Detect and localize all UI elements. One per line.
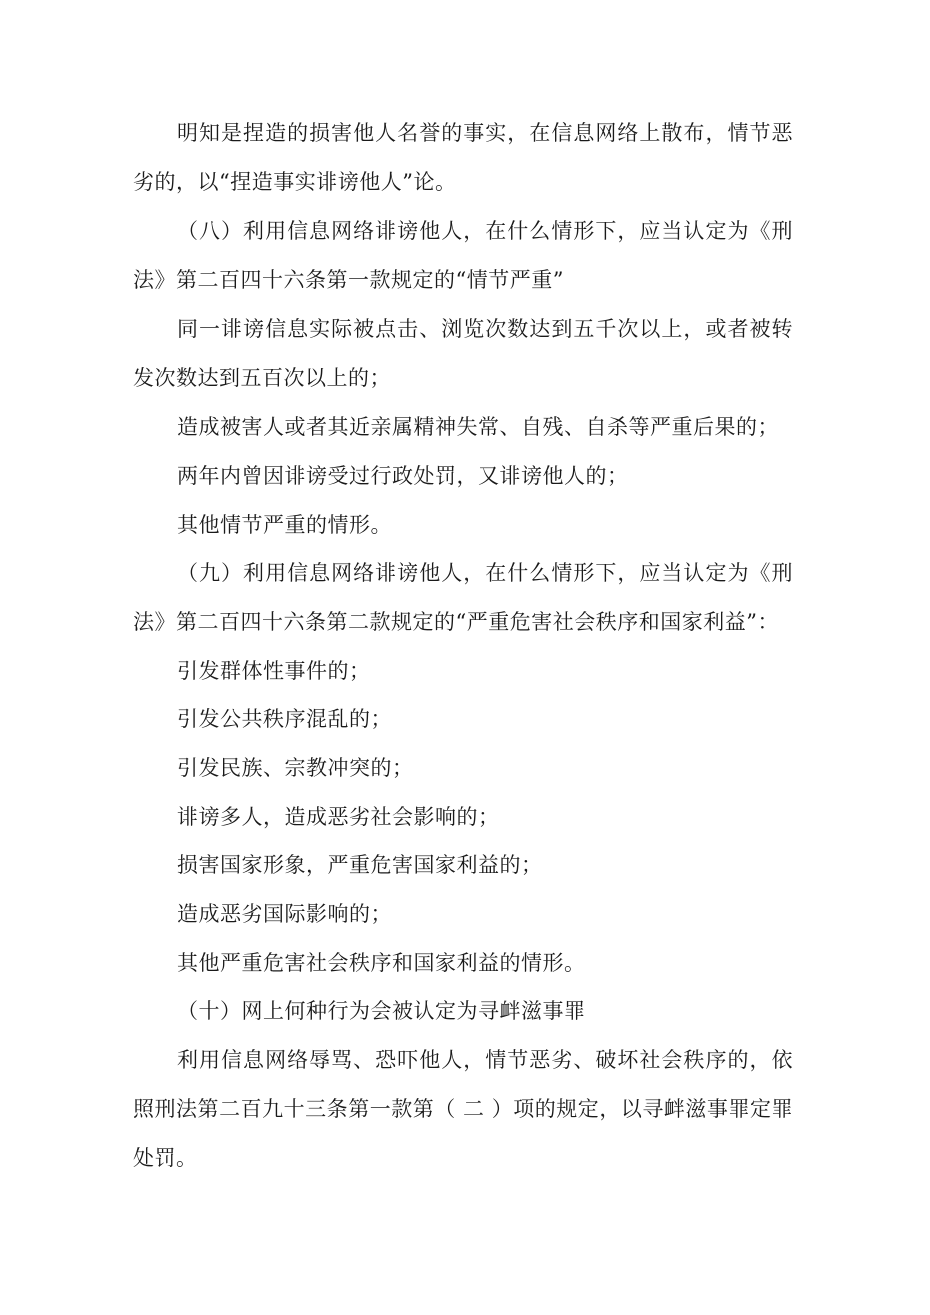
list-item: 引发群体性事件的； bbox=[177, 659, 371, 683]
list-item: 造成恶劣国际影响的； bbox=[177, 902, 392, 926]
heading-section-9: （九）利用信息网络诽谤他人，在什么情形下，应当认定为《刑法》第二百四十六条第二款规定的“严重危害社会秩序和国家利益”： bbox=[133, 561, 793, 634]
list-item: 两年内曾因诽谤受过行政处罚，又诽谤他人的； bbox=[177, 464, 629, 488]
list-item: 引发民族、宗教冲突的； bbox=[177, 756, 414, 780]
list-item: 同一诽谤信息实际被点击、浏览次数达到五千次以上，或者被转发次数达到五百次以上的； bbox=[133, 317, 793, 390]
paragraph-defamation-fact: 明知是捏造的损害他人名誉的事实，在信息网络上散布，情节恶劣的，以“捏造事实诽谤他人”论。 bbox=[133, 121, 793, 194]
list-item: 造成被害人或者其近亲属精神失常、自残、自杀等严重后果的； bbox=[177, 415, 779, 439]
list-item: 其他情节严重的情形。 bbox=[177, 513, 392, 537]
heading-section-8: （八）利用信息网络诽谤他人，在什么情形下，应当认定为《刑法》第二百四十六条第一款规定的“情节严重” bbox=[133, 219, 793, 292]
list-item: 诽谤多人，造成恶劣社会影响的； bbox=[177, 805, 500, 829]
list-item: 其他严重危害社会秩序和国家利益的情形。 bbox=[177, 951, 586, 975]
paragraph-provoking-trouble: 利用信息网络辱骂、恐吓他人，情节恶劣、破坏社会秩序的，依照刑法第二百九十三条第一款第（ 二 ）项的规定，以寻衅滋事罪定罪处罚。 bbox=[133, 1048, 793, 1170]
list-item: 损害国家形象，严重危害国家利益的； bbox=[177, 853, 543, 877]
list-item: 引发公共秩序混乱的； bbox=[177, 707, 392, 731]
heading-section-10: （十）网上何种行为会被认定为寻衅滋事罪 bbox=[177, 999, 586, 1023]
